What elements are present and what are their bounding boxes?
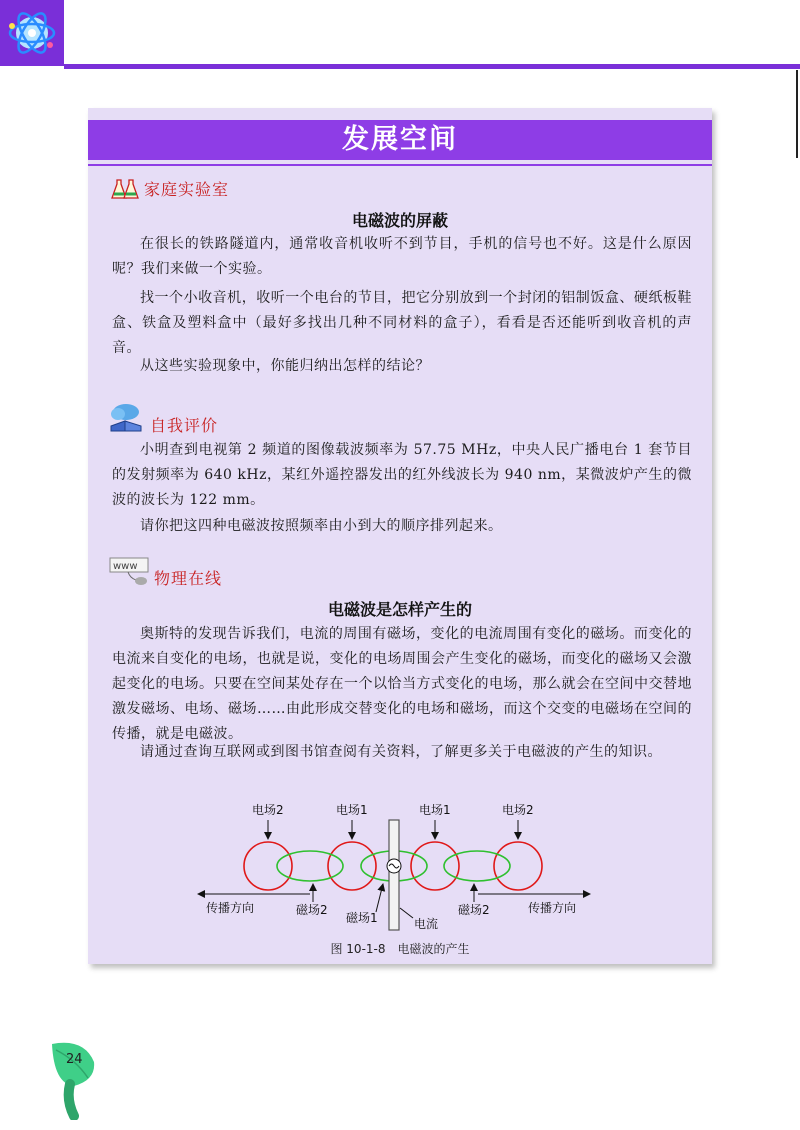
www-mouse-icon xyxy=(108,556,154,586)
label-direction-left: 传播方向 xyxy=(206,901,255,915)
electric-field-2-left xyxy=(244,842,292,890)
label-e2-left: 电场2 xyxy=(252,803,284,817)
page-number-badge xyxy=(44,1040,104,1120)
magnetic-field-2-left xyxy=(277,851,343,881)
electric-field-1-left xyxy=(328,842,376,890)
label-current: 电流 xyxy=(414,917,439,931)
header-rule xyxy=(88,164,712,166)
flask-icon xyxy=(108,178,142,200)
atom-logo-icon xyxy=(0,0,64,66)
em-wave-diagram xyxy=(178,798,618,933)
top-rule xyxy=(64,64,800,69)
development-space-panel xyxy=(88,108,712,964)
label-e1-left: 电场1 xyxy=(336,803,368,817)
online-title: 电磁波是怎样产生的 xyxy=(327,600,472,619)
label-m2-left: 磁场2 xyxy=(296,903,328,917)
electric-field-2-right xyxy=(494,842,542,890)
book-cloud-icon xyxy=(108,402,144,432)
label-e1-right: 电场1 xyxy=(419,803,451,817)
section-online: 物理在线 xyxy=(154,569,223,588)
chapter-logo-box xyxy=(0,0,64,66)
margin-mark xyxy=(796,70,798,158)
figure-caption: 图 10-1-8 电磁波的产生 xyxy=(330,942,470,956)
svg-text:www: www xyxy=(113,561,138,572)
home-lab-paragraph-1: 在很长的铁路隧道内，通常收音机收听不到节目，手机的信号也不好。这是什么原因呢？我们来做一个实验。 xyxy=(112,236,692,277)
online-paragraph-2: 请通过查询互联网或到图书馆查阅有关资料，了解更多关于电磁波的产生的知识。 xyxy=(140,744,662,760)
home-lab-paragraph-3: 从这些实验现象中，你能归纳出怎样的结论？ xyxy=(140,358,430,374)
home-lab-paragraph-2: 找一个小收音机，收听一个电台的节目，把它分别放到一个封闭的铝制饭盒、硬纸板鞋盒、铁盒及塑料盒中（最好多找出几种不同材料的盒子），看看是否还能听到收音机的声音。 xyxy=(112,290,692,356)
electric-field-1-right xyxy=(411,842,459,890)
magnetic-field-2-right xyxy=(444,851,510,881)
label-m1: 磁场1 xyxy=(346,911,378,925)
self-eval-paragraph-1: 小明查到电视第 2 频道的图像载波频率为 57.75 MHz，中央人民广播电台 1 套节目的发射频率为 640 kHz，某红外遥控器发出的红外线波长为 940 nm，某微波炉产生的微波的波长为 122 mm。 xyxy=(112,442,692,508)
antenna-rod xyxy=(389,820,399,930)
label-direction-right: 传播方向 xyxy=(528,901,577,915)
section-home-lab: 家庭实验室 xyxy=(144,180,230,199)
label-e2-right: 电场2 xyxy=(502,803,534,817)
panel-title: 发展空间 xyxy=(88,120,712,160)
page-number: 24 xyxy=(66,1052,83,1067)
section-self-eval: 自我评价 xyxy=(150,416,219,435)
home-lab-title: 电磁波的屏蔽 xyxy=(351,211,448,230)
self-eval-paragraph-2: 请你把这四种电磁波按照频率由小到大的顺序排列起来。 xyxy=(140,518,503,534)
label-m2-right: 磁场2 xyxy=(458,903,490,917)
online-paragraph-1: 奥斯特的发现告诉我们，电流的周围有磁场，变化的电流周围有变化的磁场。而变化的电流来自变化的电场，也就是说，变化的电场周围会产生变化的磁场，而变化的磁场又会激起变化的电场。只要在空间某处存在一个以恰当方式变化的电场，那么就会在空间中交替地激发磁场、电场、磁场……由此形成交替变化的电场和磁场，而这个交变的电磁场在空间的传播，就是电磁波。 xyxy=(112,626,692,742)
